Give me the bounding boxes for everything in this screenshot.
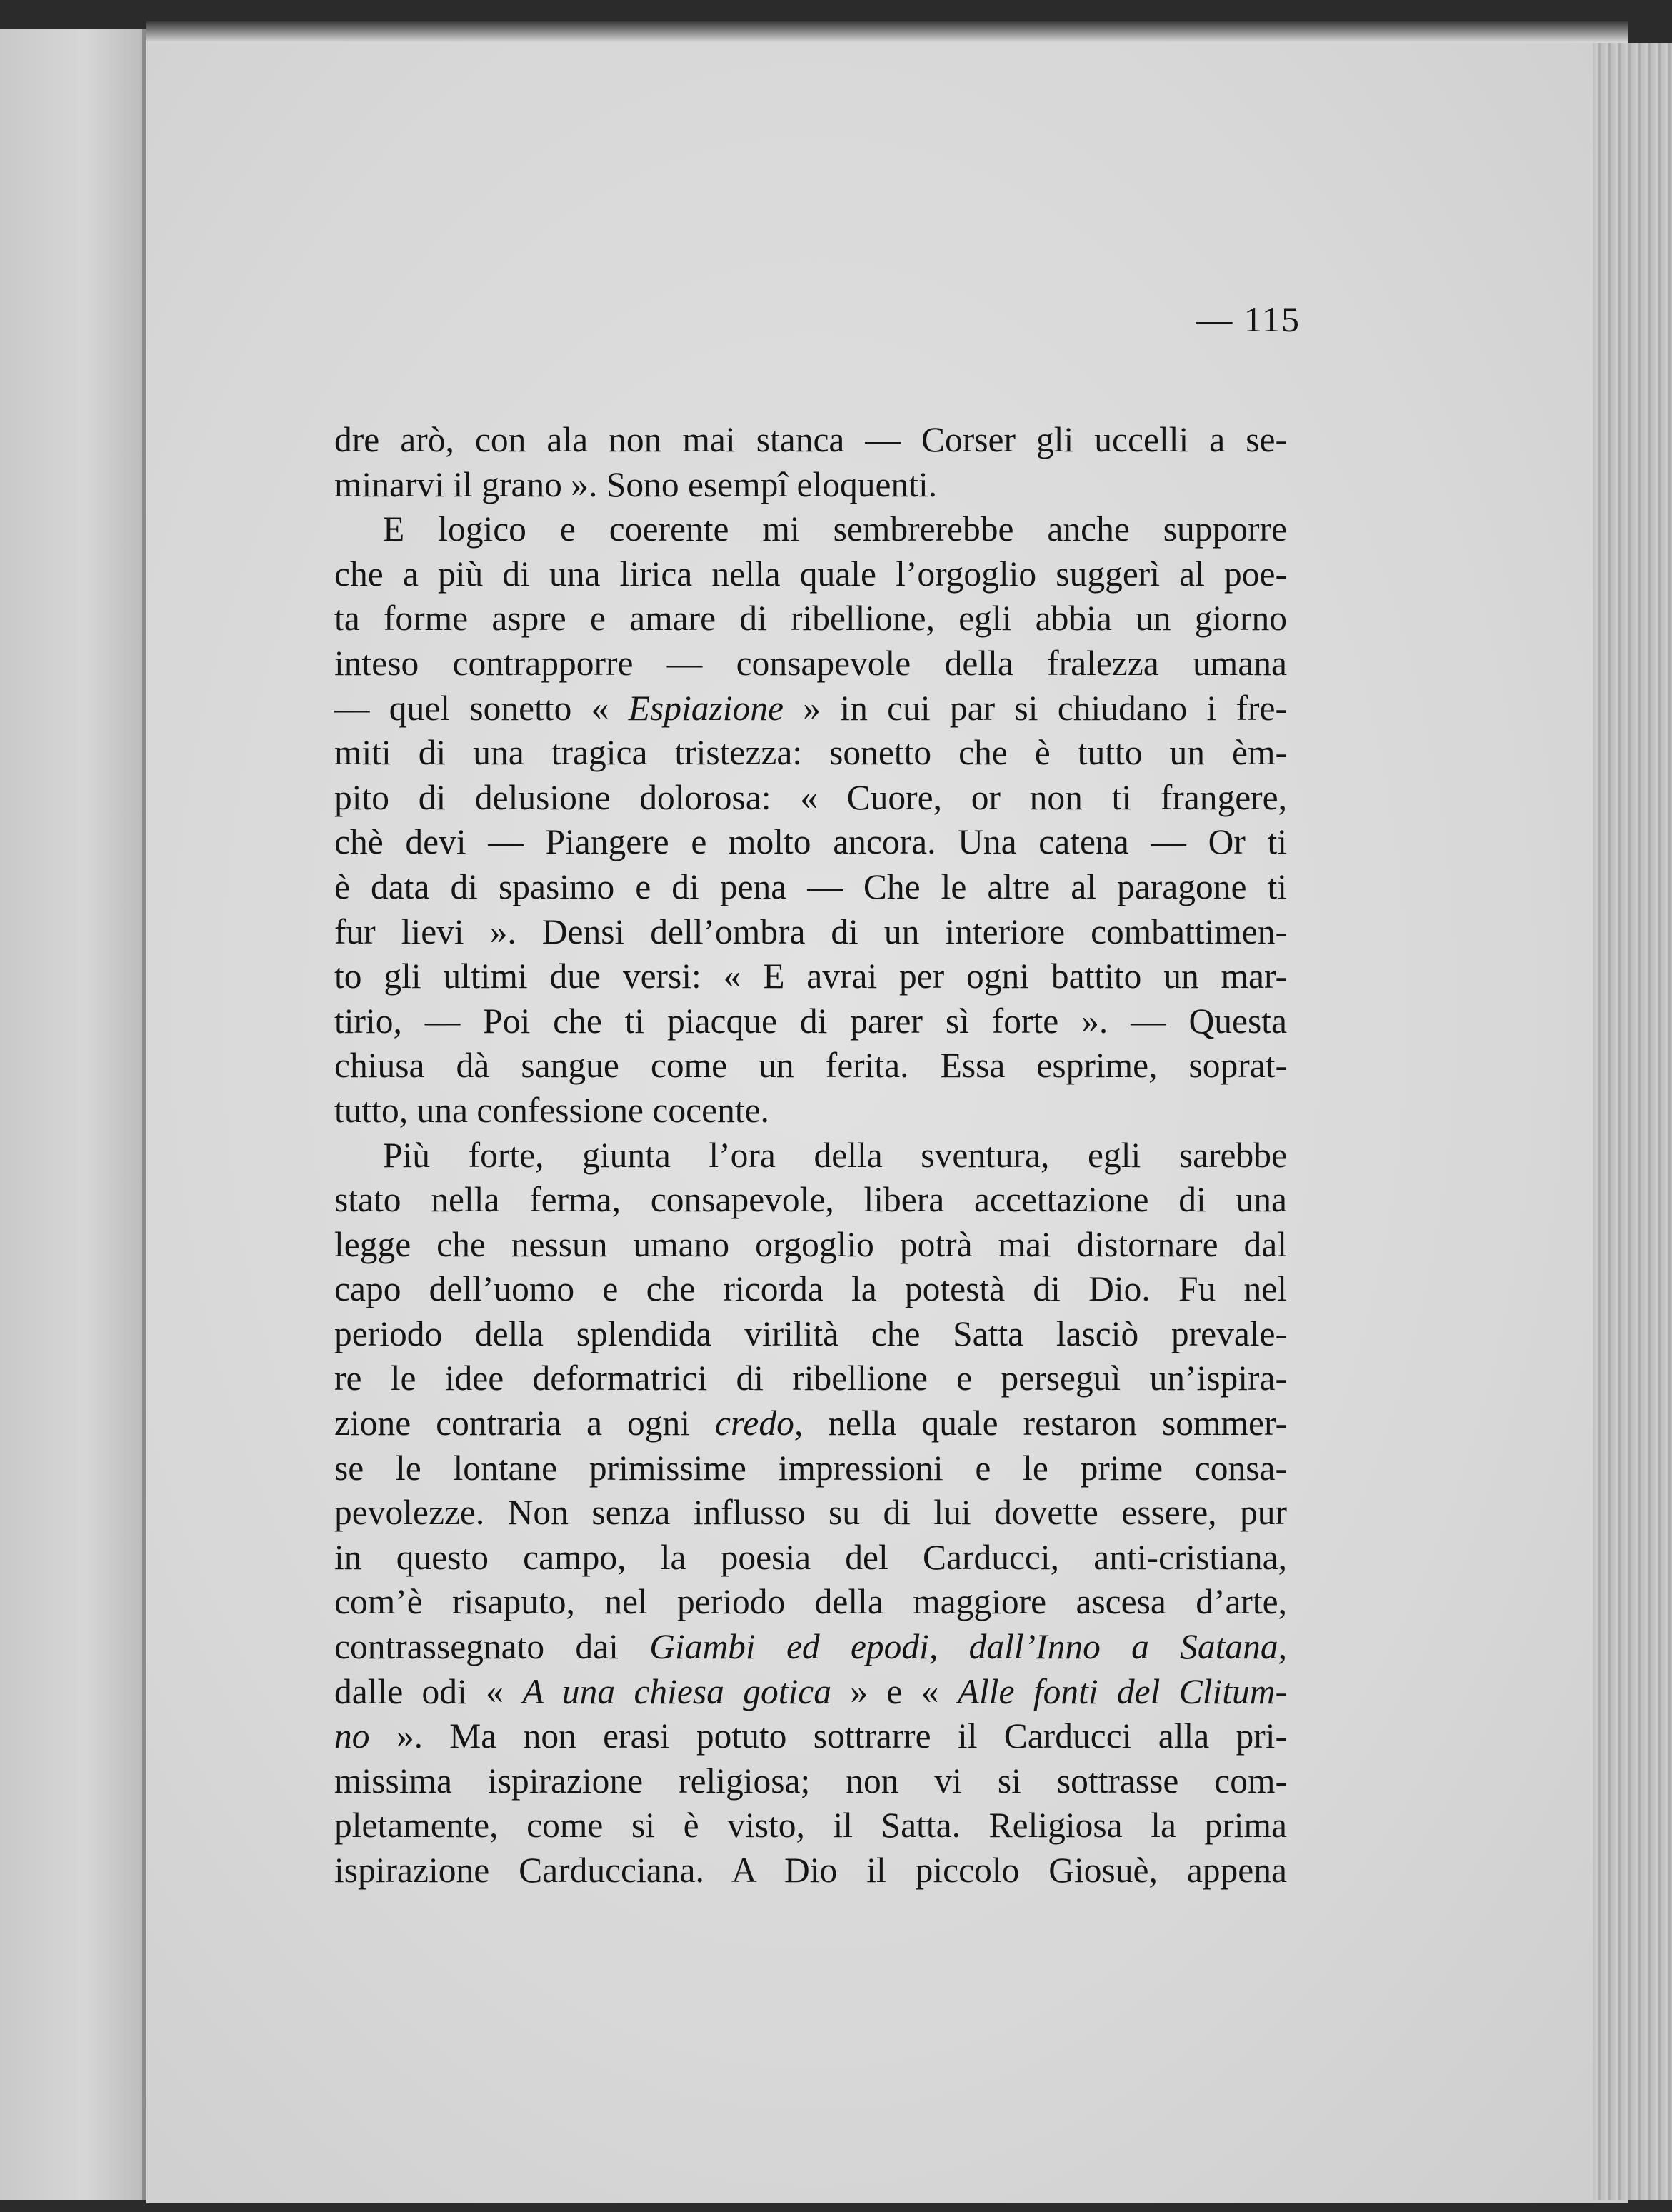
page-top-shadow: [146, 21, 1628, 43]
italic-text: credo,: [715, 1403, 804, 1443]
text-line: [334, 820, 1287, 865]
body-text: [334, 418, 1287, 1893]
text-segment: » in cui par si chiudano i fre-: [783, 688, 1287, 728]
text-segment: miti di una tragica tristezza: sonetto che è tutto un èm-: [334, 733, 1287, 773]
text-line: [334, 1312, 1287, 1357]
text-line: [334, 1580, 1287, 1625]
facing-page-edge: [0, 29, 146, 2200]
text-line: [334, 999, 1287, 1044]
text-segment: ta forme aspre e amare di ribellione, egli abbia un giorno: [334, 599, 1287, 639]
text-line: [334, 1133, 1287, 1178]
italic-text: Espiazione: [628, 688, 784, 728]
text-segment: contrassegnato dai: [334, 1627, 650, 1667]
text-line: [334, 954, 1287, 999]
text-segment: Più forte, giunta l’ora della sventura, egli sarebbe: [383, 1135, 1287, 1175]
text-segment: com’è risaputo, nel periodo della maggiore ascesa d’arte,: [334, 1582, 1287, 1622]
text-line: [334, 1848, 1287, 1893]
text-line: [334, 776, 1287, 821]
text-line: [334, 463, 1287, 508]
page-number: — 115: [1196, 299, 1301, 339]
italic-text: Alle fonti del Clitum-: [957, 1671, 1287, 1711]
text-line: [334, 1536, 1287, 1581]
text-line: [334, 1089, 1287, 1133]
text-line: [334, 731, 1287, 776]
text-segment: che a più di una lirica nella quale l’orgoglio suggerì al poe-: [334, 554, 1287, 594]
page-stack-edges: [1593, 43, 1672, 2200]
text-segment: » e «: [831, 1671, 958, 1711]
text-line: [334, 910, 1287, 955]
text-line: [334, 686, 1287, 731]
text-line: [334, 1759, 1287, 1804]
text-segment: stato nella ferma, consapevole, libera accettazione di una: [334, 1180, 1287, 1220]
text-line: [334, 1491, 1287, 1536]
text-line: [334, 1803, 1287, 1848]
text-line: [334, 865, 1287, 910]
text-segment: — quel sonetto «: [334, 688, 629, 728]
text-line: [334, 418, 1287, 463]
text-segment: chè devi — Piangere e molto ancora. Una catena — Or ti: [334, 822, 1287, 862]
text-line: [334, 1178, 1287, 1223]
italic-text: no: [334, 1716, 370, 1756]
text-segment: dre arò, con ala non mai stanca — Corser gli uccelli a se-: [334, 420, 1287, 459]
text-segment: in questo campo, la poesia del Carducci, anti-cristiana,: [334, 1537, 1287, 1577]
text-line: [334, 1356, 1287, 1401]
text-line: [334, 1446, 1287, 1491]
text-segment: fur lievi ». Densi dell’ombra di un interiore combattimen-: [334, 911, 1287, 951]
text-line: [334, 552, 1287, 597]
text-segment: tirio, — Poi che ti piacque di parer sì forte ». — Questa: [334, 1001, 1287, 1041]
text-segment: E logico e coerente mi sembrerebbe anche supporre: [383, 509, 1287, 549]
text-segment: capo dell’uomo e che ricorda la potestà di Dio. Fu nel: [334, 1269, 1287, 1309]
text-line: [334, 596, 1287, 641]
italic-text: A una chiesa gotica: [522, 1671, 831, 1711]
text-segment: to gli ultimi due versi: « E avrai per ogni battito un mar-: [334, 956, 1287, 996]
text-line: [334, 1401, 1287, 1446]
text-segment: se le lontane primissime impressioni e le prime consa-: [334, 1448, 1287, 1488]
text-line: [334, 1670, 1287, 1715]
text-line: [334, 1625, 1287, 1670]
text-segment: è data di spasimo e di pena — Che le altre al paragone ti: [334, 866, 1287, 906]
text-segment: legge che nessun umano orgoglio potrà mai distornare dal: [334, 1224, 1287, 1264]
text-segment: ispirazione Carducciana. A Dio il piccolo Giosuè, appena: [334, 1851, 1287, 1890]
text-segment: pletamente, come si è visto, il Satta. Religiosa la prima: [334, 1806, 1287, 1846]
text-segment: missima ispirazione religiosa; non vi si sottrasse com-: [334, 1761, 1287, 1801]
text-segment: re le idee deformatrici di ribellione e perseguì un’ispira-: [334, 1358, 1287, 1398]
text-segment: ». Ma non erasi potuto sottrarre il Carducci alla pri-: [369, 1716, 1287, 1756]
text-segment: zione contraria a ogni: [334, 1403, 716, 1443]
text-segment: tutto, una confessione cocente.: [334, 1090, 769, 1130]
text-line: [334, 507, 1287, 552]
text-segment: nella quale restaron sommer-: [803, 1403, 1287, 1443]
text-line: [334, 1267, 1287, 1312]
text-line: [334, 1714, 1287, 1759]
text-segment: chiusa dà sangue come un ferita. Essa esprime, soprat-: [334, 1046, 1287, 1086]
text-segment: pevolezze. Non senza influsso su di lui dovette essere, pur: [334, 1493, 1287, 1533]
text-segment: inteso contrapporre — consapevole della fralezza umana: [334, 643, 1287, 683]
text-segment: minarvi il grano ». Sono esempî eloquenti.: [334, 464, 938, 504]
text-segment: dalle odi «: [334, 1671, 523, 1711]
text-line: [334, 641, 1287, 686]
text-line: [334, 1223, 1287, 1268]
text-segment: pito di delusione dolorosa: « Cuore, or non ti frangere,: [334, 777, 1287, 817]
text-segment: periodo della splendida virilità che Satta lasciò prevale-: [334, 1313, 1287, 1353]
text-line: [334, 1044, 1287, 1089]
italic-text: Giambi ed epodi, dall’Inno a Satana,: [649, 1627, 1288, 1667]
